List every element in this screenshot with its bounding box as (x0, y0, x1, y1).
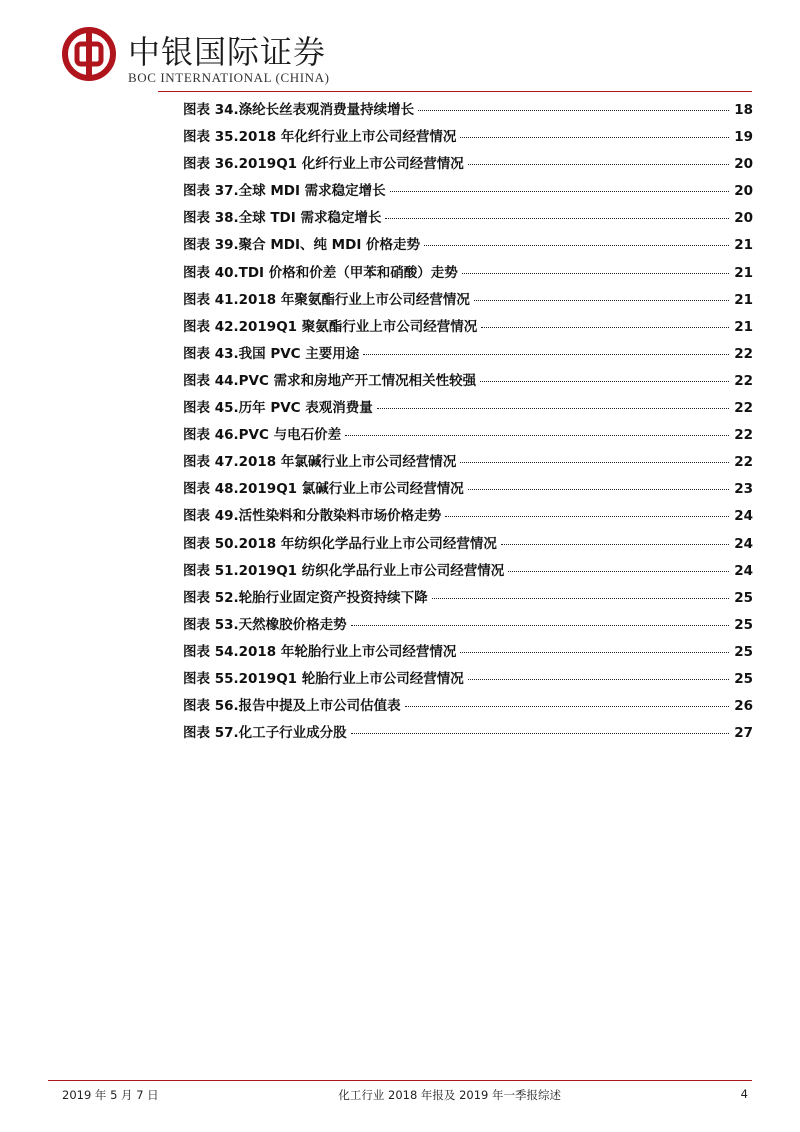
toc-entry[interactable] (183, 396, 753, 423)
toc-entry-title: 图表 51.2019Q1 纺织化学品行业上市公司经营情况 (183, 562, 505, 579)
toc-entry-page: 21 (734, 237, 753, 254)
toc-entry-title: 图表 48.2019Q1 氯碱行业上市公司经营情况 (183, 481, 464, 498)
toc-dot-leader (377, 408, 729, 409)
toc-dot-leader (445, 516, 729, 517)
toc-entry-page: 22 (734, 454, 753, 471)
toc-entry-page: 24 (734, 562, 753, 579)
toc-dot-leader (351, 733, 729, 734)
toc-entry[interactable] (183, 288, 753, 315)
toc-dot-leader (474, 300, 729, 301)
toc-entry[interactable] (183, 450, 753, 477)
toc-entry[interactable] (183, 640, 753, 667)
toc-dot-leader (460, 652, 729, 653)
toc-dot-leader (424, 245, 729, 246)
toc-entry[interactable] (183, 667, 753, 694)
logo-english-name: BOC INTERNATIONAL (CHINA) (128, 70, 330, 85)
toc-entry-title: 图表 41.2018 年聚氨酯行业上市公司经营情况 (183, 291, 470, 308)
toc-entry-title: 图表 36.2019Q1 化纤行业上市公司经营情况 (183, 156, 464, 173)
toc-entry[interactable] (183, 721, 753, 748)
toc-entry-title: 图表 38.全球 TDI 需求稳定增长 (183, 210, 382, 227)
toc-entry-title: 图表 46.PVC 与电石价差 (183, 427, 342, 444)
toc-entry[interactable] (183, 613, 753, 640)
toc-dot-leader (351, 625, 729, 626)
toc-entry-page: 27 (734, 725, 753, 742)
header-divider (158, 91, 752, 92)
toc-dot-leader (462, 273, 729, 274)
toc-entry-title: 图表 42.2019Q1 聚氨酯行业上市公司经营情况 (183, 318, 478, 335)
toc-entry-title: 图表 39.聚合 MDI、纯 MDI 价格走势 (183, 237, 421, 254)
toc-entry-page: 21 (734, 291, 753, 308)
toc-entry-page: 20 (734, 156, 753, 173)
toc-dot-leader (418, 110, 729, 111)
toc-entry-title: 图表 49.活性染料和分散染料市场价格走势 (183, 508, 442, 525)
toc-entry-title: 图表 56.报告中提及上市公司估值表 (183, 698, 401, 715)
toc-entry[interactable] (183, 369, 753, 396)
toc-dot-leader (345, 435, 729, 436)
toc-entry-title: 图表 53.天然橡胶价格走势 (183, 616, 347, 633)
toc-entry-page: 20 (734, 210, 753, 227)
toc-entry-title: 图表 45.历年 PVC 表观消费量 (183, 400, 373, 417)
table-of-figures (183, 98, 753, 748)
toc-entry-page: 20 (734, 183, 753, 200)
toc-dot-leader (481, 327, 729, 328)
toc-entry[interactable] (183, 423, 753, 450)
toc-dot-leader (385, 218, 729, 219)
toc-entry-page: 24 (734, 508, 753, 525)
toc-entry-title: 图表 34.涤纶长丝表观消费量持续增长 (183, 102, 415, 118)
toc-entry-title: 图表 50.2018 年纺织化学品行业上市公司经营情况 (183, 535, 497, 552)
toc-entry-title: 图表 54.2018 年轮胎行业上市公司经营情况 (183, 643, 457, 660)
footer-page-number: 4 (740, 1087, 748, 1101)
toc-entry[interactable] (183, 504, 753, 531)
toc-entry[interactable] (183, 315, 753, 342)
page-header (0, 0, 800, 100)
toc-entry[interactable] (183, 559, 753, 586)
toc-dot-leader (432, 598, 729, 599)
toc-entry-page: 21 (734, 318, 753, 335)
toc-entry[interactable] (183, 152, 753, 179)
toc-entry[interactable] (183, 125, 753, 152)
boc-logo-icon (62, 27, 116, 81)
toc-dot-leader (405, 706, 729, 707)
toc-entry[interactable] (183, 586, 753, 613)
footer-report-title: 化工行业 2018 年报及 2019 年一季报综述 (338, 1088, 561, 1102)
toc-entry[interactable] (183, 179, 753, 206)
toc-entry[interactable] (183, 98, 753, 125)
page-footer (62, 1087, 748, 1103)
toc-entry-page: 25 (734, 643, 753, 660)
footer-date: 2019 年 5 月 7 日 (62, 1088, 159, 1102)
toc-dot-leader (508, 571, 729, 572)
toc-dot-leader (460, 462, 729, 463)
toc-entry[interactable] (183, 694, 753, 721)
toc-dot-leader (468, 679, 729, 680)
toc-entry-title: 图表 40.TDI 价格和价差（甲苯和硝酸）走势 (183, 264, 458, 281)
toc-entry[interactable] (183, 206, 753, 233)
toc-entry[interactable] (183, 342, 753, 369)
toc-entry-page: 21 (734, 264, 753, 281)
toc-dot-leader (390, 191, 729, 192)
toc-entry-page: 22 (734, 345, 753, 362)
toc-entry-title: 图表 35.2018 年化纤行业上市公司经营情况 (183, 129, 457, 146)
toc-entry-page: 22 (734, 372, 753, 389)
toc-entry[interactable] (183, 477, 753, 504)
toc-entry[interactable] (183, 233, 753, 260)
footer-divider (48, 1080, 752, 1081)
toc-entry-page: 22 (734, 400, 753, 417)
toc-entry-page: 22 (734, 427, 753, 444)
toc-entry-title: 图表 57.化工子行业成分股 (183, 725, 347, 742)
toc-entry-page: 19 (734, 129, 753, 146)
toc-entry-page: 26 (734, 698, 753, 715)
toc-entry-page: 25 (734, 616, 753, 633)
toc-dot-leader (501, 544, 729, 545)
toc-entry-title: 图表 37.全球 MDI 需求稳定增长 (183, 183, 386, 200)
toc-entry-page: 18 (734, 102, 753, 118)
toc-entry[interactable] (183, 261, 753, 288)
toc-entry-page: 25 (734, 670, 753, 687)
toc-entry[interactable] (183, 532, 753, 559)
toc-entry-title: 图表 52.轮胎行业固定资产投资持续下降 (183, 589, 428, 606)
toc-dot-leader (468, 489, 729, 490)
toc-dot-leader (480, 381, 729, 382)
toc-entry-title: 图表 43.我国 PVC 主要用途 (183, 345, 360, 362)
toc-entry-page: 25 (734, 589, 753, 606)
logo-chinese-name: 中银国际证券 (128, 33, 327, 71)
toc-entry-page: 24 (734, 535, 753, 552)
toc-entry-page: 23 (734, 481, 753, 498)
toc-entry-title: 图表 47.2018 年氯碱行业上市公司经营情况 (183, 454, 457, 471)
toc-entry-title: 图表 55.2019Q1 轮胎行业上市公司经营情况 (183, 670, 464, 687)
toc-dot-leader (363, 354, 729, 355)
toc-dot-leader (460, 137, 729, 138)
toc-entry-title: 图表 44.PVC 需求和房地产开工情况相关性较强 (183, 372, 477, 389)
toc-dot-leader (468, 164, 729, 165)
